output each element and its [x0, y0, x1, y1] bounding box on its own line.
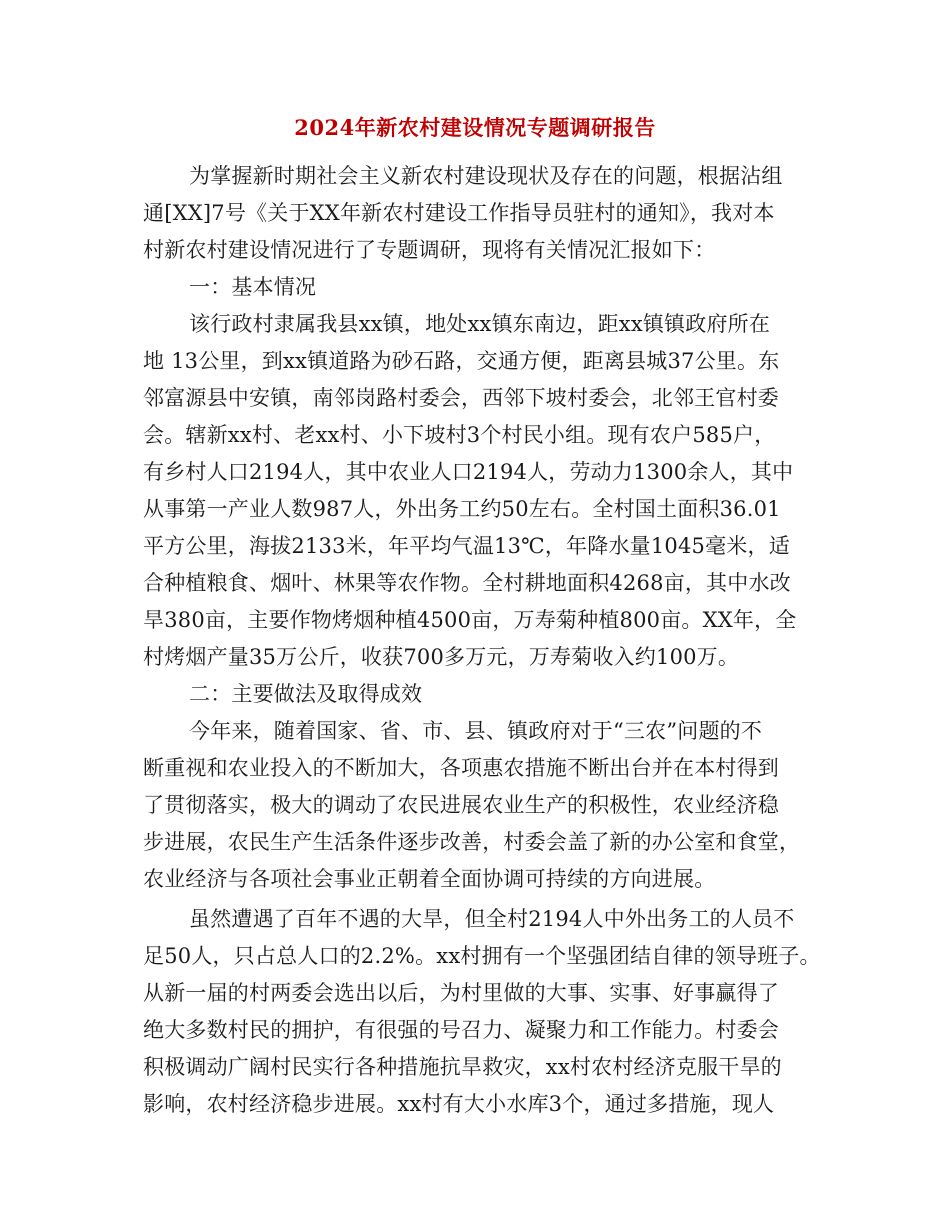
paragraph-line: 地 13公里，到xx镇道路为砂石路，交通方便，距离县城37公里。东 [143, 349, 780, 373]
section-heading: 二：主要做法及取得成效 [189, 682, 423, 706]
paragraph-line: 村新农村建设情况进行了专题调研，现将有关情况汇报如下： [143, 238, 716, 262]
paragraph-line: 会。辖新xx村、老xx村、小下坡村3个村民小组。现有农户585户， [143, 423, 776, 447]
paragraph-line: 合种植粮食、烟叶、林果等农作物。全村耕地面积4268亩，其中水改 [143, 571, 791, 595]
paragraph-line: 足50人，只占总人口的2.2%。xx村拥有一个坚强团结自律的领导班子。 [143, 944, 821, 968]
paragraph-line: 了贯彻落实，极大的调动了农民进展农业生产的积极性，农业经济稳 [143, 793, 779, 817]
paragraph-line: 为掌握新时期社会主义新农村建设现状及存在的问题，根据沾组 [189, 164, 783, 188]
paragraph-line: 从事第一产业人数987人，外出务工约50左右。全村国土面积36.01 [143, 497, 781, 521]
paragraph-line: 今年来，随着国家、省、市、县、镇政府对于“三农”问题的不 [189, 719, 763, 743]
paragraph-line: 积极调动广阔村民实行各种措施抗旱救灾，xx村农村经济克服干旱的 [143, 1055, 782, 1079]
paragraph-line: 旱380亩，主要作物烤烟种植4500亩，万寿菊种植800亩。XX年，全 [143, 608, 797, 632]
paragraph-line: 该行政村隶属我县xx镇，地处xx镇东南边，距xx镇镇政府所在 [189, 312, 771, 336]
paragraph-line: 步进展，农民生产生活条件逐步改善，村委会盖了新的办公室和食堂， [143, 830, 801, 854]
paragraph-line: 邻富源县中安镇，南邻岗路村委会，西邻下坡村委会，北邻王官村委 [143, 386, 779, 410]
document-title: 2024年新农村建设情况专题调研报告 [294, 115, 656, 140]
paragraph-line: 农业经济与各项社会事业正朝着全面协调可持续的方向进展。 [143, 867, 716, 891]
paragraph-line: 影响，农村经济稳步进展。xx村有大小水库3个，通过多措施，现人 [143, 1092, 775, 1116]
section-heading: 一：基本情况 [189, 275, 317, 299]
paragraph-line: 断重视和农业投入的不断加大，各项惠农措施不断出台并在本村得到 [143, 756, 779, 780]
paragraph-line: 虽然遭遇了百年不遇的大旱，但全村2194人中外出务工的人员不 [189, 907, 795, 931]
paragraph-line: 平方公里，海拔2133米，年平均气温13℃，年降水量1045毫米，适 [143, 534, 790, 558]
paragraph-line: 从新一届的村两委会选出以后，为村里做的大事、实事、好事赢得了 [143, 981, 779, 1005]
paragraph-line: 村烤烟产量35万公斤，收获700多万元，万寿菊收入约100万。 [143, 645, 740, 669]
paragraph-line: 通[XX]7号《关于XX年新农村建设工作指导员驻村的通知》，我对本 [143, 201, 775, 225]
paragraph-line: 有乡村人口2194人，其中农业人口2194人，劳动力1300余人，其中 [143, 460, 794, 484]
paragraph-line: 绝大多数村民的拥护，有很强的号召力、凝聚力和工作能力。村委会 [143, 1018, 779, 1042]
